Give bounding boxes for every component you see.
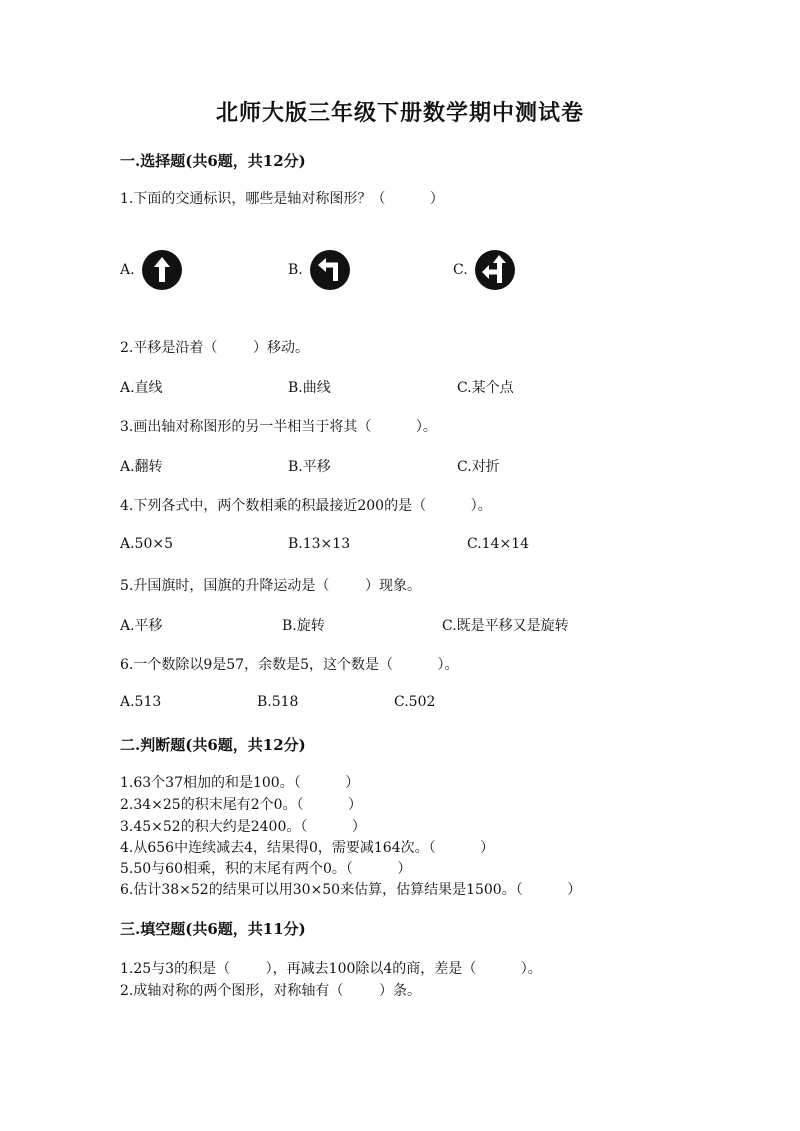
judge-item: 6.估计38×52的结果可以用30×50来估算，估算结果是1500。（ ） bbox=[120, 882, 582, 898]
question-4-option-c: C.14×14 bbox=[467, 536, 530, 552]
question-4-option-a: A.50×5 bbox=[120, 536, 174, 552]
question-5-option-c: C.既是平移又是旋转 bbox=[442, 618, 569, 634]
question-2-option-a: A.直线 bbox=[120, 380, 163, 396]
judge-item: 2.34×25的积末尾有2个0。（ ） bbox=[120, 797, 363, 813]
section-heading-fill-blank: 三.填空题(共6题，共11分) bbox=[120, 920, 306, 938]
judge-item: 3.45×52的积大约是2400。（ ） bbox=[120, 819, 366, 835]
question-6-option-a: A.513 bbox=[120, 694, 162, 710]
option-letter: B. bbox=[288, 262, 303, 278]
fill-item: 2.成轴对称的两个图形，对称轴有（ ）条。 bbox=[120, 983, 421, 999]
judge-item: 4.从656中连续减去4，结果得0，需要减164次。（ ） bbox=[120, 840, 495, 856]
question-5-option-b: B.旋转 bbox=[282, 618, 325, 634]
section-heading-choice: 一.选择题(共6题，共12分) bbox=[120, 152, 306, 170]
straight-or-left-sign-icon bbox=[474, 249, 516, 291]
question-3-option-c: C.对折 bbox=[457, 459, 500, 475]
option-letter: A. bbox=[120, 262, 135, 278]
option-c bbox=[453, 248, 516, 292]
question-6-option-b: B.518 bbox=[257, 694, 299, 710]
fill-item: 1.25与3的积是（ ），再减去100除以4的商，差是（ ）。 bbox=[120, 961, 542, 977]
question-5: 5.升国旗时，国旗的升降运动是（ ）现象。 bbox=[120, 578, 421, 594]
question-2-option-b: B.曲线 bbox=[288, 380, 331, 396]
question-6-option-c: C.502 bbox=[394, 694, 436, 710]
option-a bbox=[120, 248, 183, 292]
judge-item: 1.63个37相加的和是100。（ ） bbox=[120, 775, 360, 791]
question-1-options bbox=[120, 248, 640, 292]
question-1: 1.下面的交通标识，哪些是轴对称图形？（ ） bbox=[120, 191, 444, 207]
judge-item: 5.50与60相乘，积的末尾有两个0。（ ） bbox=[120, 861, 412, 877]
option-b bbox=[288, 248, 351, 292]
question-2-option-c: C.某个点 bbox=[457, 380, 514, 396]
page-title: 北师大版三年级下册数学期中测试卷 bbox=[215, 100, 584, 126]
question-4: 4.下列各式中，两个数相乘的积最接近200的是（ ）。 bbox=[120, 498, 492, 514]
question-3-option-a: A.翻转 bbox=[120, 459, 163, 475]
question-2: 2.平移是沿着（ ）移动。 bbox=[120, 340, 309, 356]
question-4-option-b: B.13×13 bbox=[288, 536, 351, 552]
question-5-option-a: A.平移 bbox=[120, 618, 163, 634]
question-3: 3.画出轴对称图形的另一半相当于将其（ ）。 bbox=[120, 419, 437, 435]
question-6: 6.一个数除以9是57，余数是5，这个数是（ ）。 bbox=[120, 657, 459, 673]
section-heading-true-false: 二.判断题(共6题，共12分) bbox=[120, 736, 306, 754]
question-3-option-b: B.平移 bbox=[288, 459, 331, 475]
arrow-up-sign-icon bbox=[141, 249, 183, 291]
option-letter: C. bbox=[453, 262, 468, 278]
turn-left-sign-icon bbox=[309, 249, 351, 291]
